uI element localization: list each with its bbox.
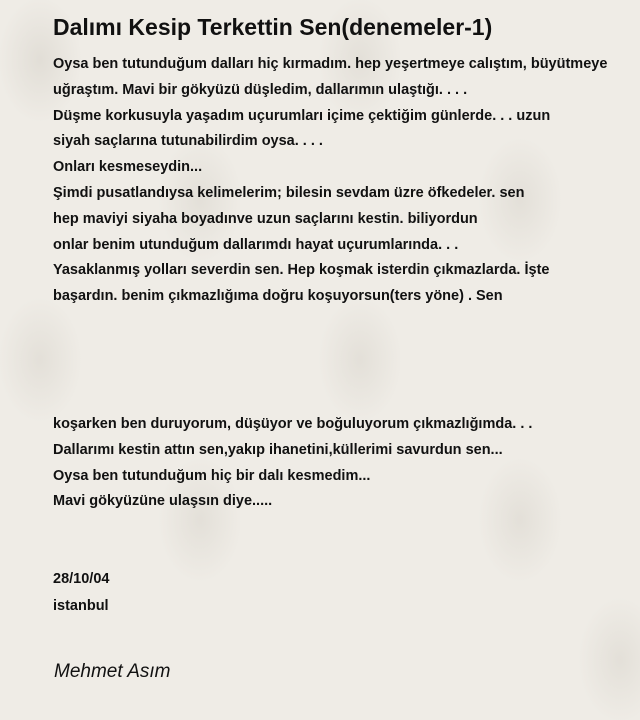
poem-line: Mavi gökyüzüne ulaşsın diye..... (53, 493, 273, 510)
poem-line: Oysa ben tutunduğum hiç bir dalı kesmedim... (53, 467, 371, 484)
poem-line: hep maviyi siyaha boyadınve uzun saçlarını kestin. biliyordun (53, 210, 478, 227)
poem-line: koşarken ben duruyorum, düşüyor ve boğuluyorum çıkmazlığımda. . . (53, 416, 533, 432)
poem-place: istanbul (53, 598, 109, 614)
poem-line: Yasaklanmış yolları severdin sen. Hep koşmak isterdin çıkmazlarda. İşte (53, 262, 550, 279)
poem-line: onlar benim utunduğum dallarımdı hayat uçurumlarında. . . (53, 236, 459, 253)
poem-author: Mehmet Asım (54, 661, 171, 682)
poem-body-second (53, 412, 633, 515)
poem-date: 28/10/04 (53, 571, 110, 587)
poem-line: siyah saçlarına tutunabilirdim oysa. . . . (53, 133, 323, 150)
poem-line: Onları kesmeseydin... (53, 159, 203, 176)
poem-line: Oysa ben tutunduğum dalları hiç kırmadım. hep yeşertmeye calıştım, büyütmeye (53, 56, 608, 72)
poem-line: Şimdi pusatlandıysa kelimelerim; bilesin sevdam üzre öfkedeler. sen (53, 184, 525, 201)
poem-line: uğraştım. Mavi bir gökyüzü düşledim, dallarımın ulaştığı. . . . (53, 81, 468, 98)
poem-body-first (53, 52, 640, 310)
poem-line: Düşme korkusuyla yaşadım uçurumları içime çektiğim günlerde. . . uzun (53, 107, 551, 124)
poem-line: Dallarımı kestin attın sen,yakıp ihanetini,küllerimi savurdun sen... (53, 441, 503, 458)
poem-title: Dalımı Kesip Terkettin Sen(denemeler-1) (53, 14, 493, 40)
poem-date-place (53, 566, 109, 620)
poem-line: başardın. benim çıkmazlığıma doğru koşuyorsun(ters yöne) . Sen (53, 288, 503, 305)
